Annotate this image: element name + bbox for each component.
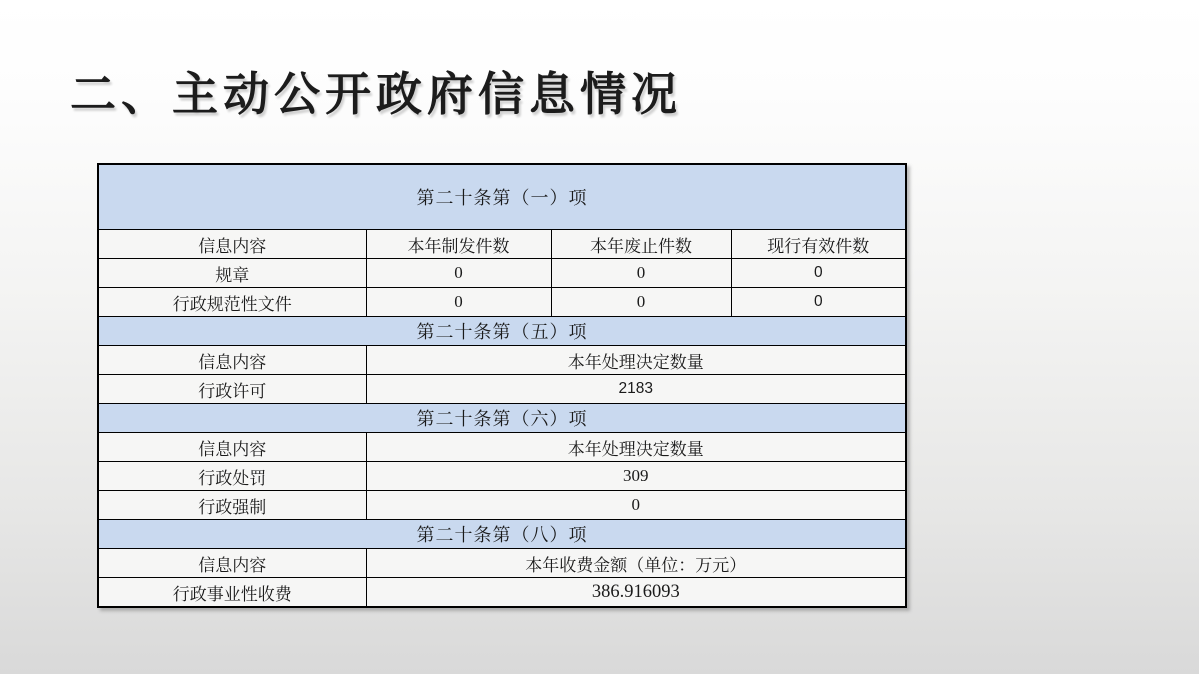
page-title: 二、主动公开政府信息情况	[70, 68, 682, 120]
cell-value: 0	[551, 259, 731, 288]
cell-value: 0	[366, 259, 551, 288]
table-row	[98, 259, 906, 288]
table-section-row	[98, 520, 906, 549]
row-label: 行政规范性文件	[98, 288, 366, 317]
cell-value: 0	[731, 259, 906, 288]
section-header: 第二十条第（五）项	[98, 317, 906, 346]
column-header: 现行有效件数	[731, 230, 906, 259]
row-label: 行政强制	[98, 491, 366, 520]
column-header: 本年处理决定数量	[366, 433, 906, 462]
table-row	[98, 549, 906, 578]
row-label: 行政处罚	[98, 462, 366, 491]
cell-value: 386.916093	[366, 578, 906, 608]
table-row	[98, 230, 906, 259]
table-row	[98, 288, 906, 317]
cell-value: 309	[366, 462, 906, 491]
section-header: 第二十条第（八）项	[98, 520, 906, 549]
table-row	[98, 375, 906, 404]
cell-value: 2183	[366, 375, 906, 404]
cell-value: 0	[551, 288, 731, 317]
column-header: 信息内容	[98, 346, 366, 375]
table-section-row	[98, 404, 906, 433]
row-label: 规章	[98, 259, 366, 288]
cell-value: 0	[366, 288, 551, 317]
table-row	[98, 433, 906, 462]
column-header: 本年收费金额（单位：万元）	[366, 549, 906, 578]
table-row	[98, 462, 906, 491]
disclosure-table	[97, 163, 907, 608]
cell-value: 0	[366, 491, 906, 520]
column-header: 本年处理决定数量	[366, 346, 906, 375]
table-row	[98, 346, 906, 375]
column-header: 信息内容	[98, 230, 366, 259]
column-header: 信息内容	[98, 433, 366, 462]
cell-value: 0	[731, 288, 906, 317]
table-section-row	[98, 164, 906, 230]
column-header: 信息内容	[98, 549, 366, 578]
table-section-row	[98, 317, 906, 346]
row-label: 行政事业性收费	[98, 578, 366, 608]
row-label: 行政许可	[98, 375, 366, 404]
table-row	[98, 491, 906, 520]
section-header: 第二十条第（六）项	[98, 404, 906, 433]
column-header: 本年废止件数	[551, 230, 731, 259]
column-header: 本年制发件数	[366, 230, 551, 259]
section-header: 第二十条第（一）项	[98, 164, 906, 230]
table-row	[98, 578, 906, 608]
